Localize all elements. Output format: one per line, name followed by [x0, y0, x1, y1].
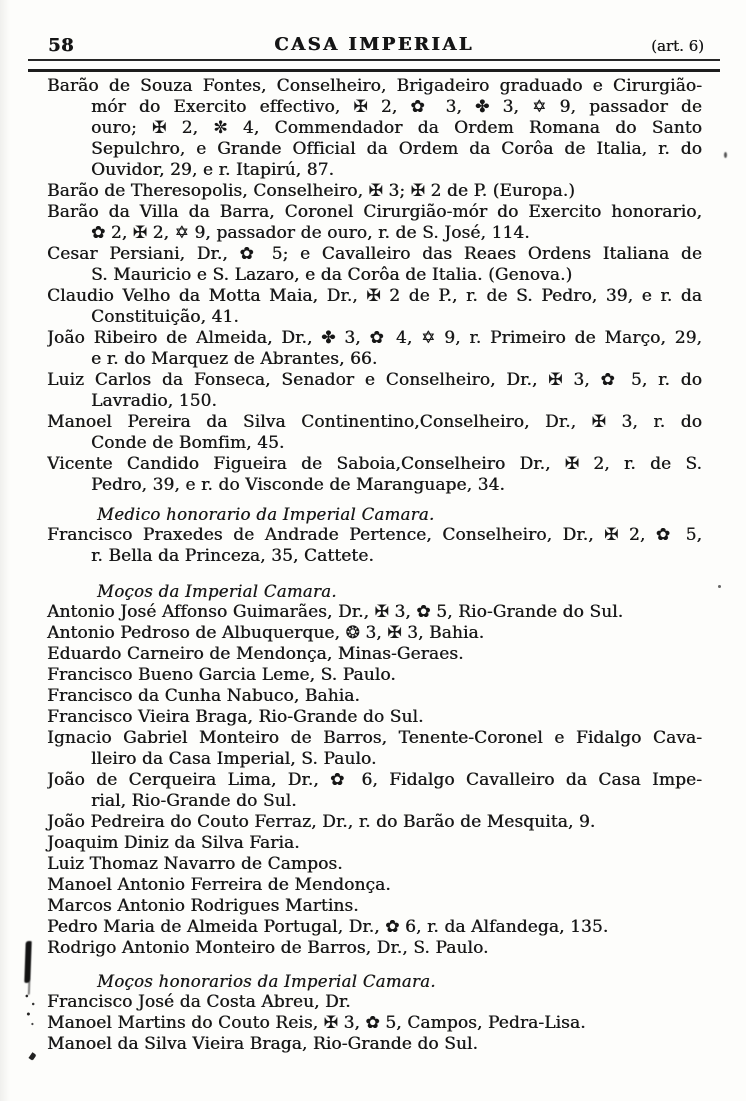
directory-entry [47, 896, 702, 917]
entry-line: Antonio Pedroso de Albuquerque, ❂ 3, ✠ 3, Bahia. [47, 623, 485, 643]
scan-speck-artifact [22, 992, 38, 1032]
entry-line: Cesar Persiani, Dr., ✿ 5; e Cavalleiro das Reaes Ordens Italiana de [47, 244, 702, 264]
directory-entry [47, 854, 702, 875]
directory-entry [47, 181, 702, 202]
directory-entry [47, 454, 702, 496]
entry-line: João Pedreira do Couto Ferraz, Dr., r. do Barão de Mesquita, 9. [47, 812, 596, 832]
directory-entry [47, 370, 702, 412]
directory-entry [47, 728, 702, 770]
text-column [47, 76, 702, 1055]
entry-line: Eduardo Carneiro de Mendonça, Minas-Geraes. [47, 644, 464, 664]
directory-entry [47, 665, 702, 686]
entry-line: Barão de Souza Fontes, Conselheiro, Brigadeiro graduado e Cirurgião- [47, 76, 702, 96]
directory-entry [47, 623, 702, 644]
entry-line: Conde de Bomfim, 45. [91, 433, 285, 453]
directory-entry [47, 812, 702, 833]
entry-line: Constituição, 41. [91, 307, 239, 327]
directory-entry [47, 992, 702, 1013]
entry-line: Joaquim Diniz da Silva Faria. [47, 833, 300, 853]
directory-entry [47, 244, 702, 286]
directory-entry [47, 602, 702, 623]
section-heading: Moços da Imperial Camara. [97, 582, 337, 601]
header-rule [28, 59, 720, 72]
page-edge-shadow [0, 0, 10, 1101]
directory-entry [47, 286, 702, 328]
entry-line: Rodrigo Antonio Monteiro de Barros, Dr., S. Paulo. [47, 938, 489, 958]
entry-line: Ignacio Gabriel Monteiro de Barros, Tenente-Coronel e Fidalgo Cava- [47, 728, 702, 748]
entry-line: Luiz Carlos da Fonseca, Senador e Conselheiro, Dr., ✠ 3, ✿ 5, r. do [47, 370, 702, 390]
entry-line: Francisco José da Costa Abreu, Dr. [47, 992, 351, 1012]
section-heading: Moços honorarios da Imperial Camara. [97, 972, 436, 991]
directory-entry [47, 833, 702, 854]
entry-line: Francisco Bueno Garcia Leme, S. Paulo. [47, 665, 396, 685]
directory-entry [47, 686, 702, 707]
entry-line: mór do Exercito effectivo, ✠ 2, ✿ 3, ✤ 3, ✡ 9, passador de [91, 97, 702, 117]
entry-line: João Ribeiro de Almeida, Dr., ✤ 3, ✿ 4, ✡ 9, r. Primeiro de Março, 29, [47, 328, 702, 348]
directory-entry [47, 770, 702, 812]
directory-entry [47, 412, 702, 454]
entry-line: e r. do Marquez de Abrantes, 66. [91, 349, 378, 369]
entry-line: Francisco da Cunha Nabuco, Bahia. [47, 686, 360, 706]
entry-line: Barão de Theresopolis, Conselheiro, ✠ 3; ✠ 2 de P. (Europa.) [47, 181, 575, 201]
directory-entry [47, 707, 702, 728]
section-heading: Medico honorario da Imperial Camara. [97, 505, 435, 524]
entry-line: João de Cerqueira Lima, Dr., ✿ 6, Fidalgo Cavalleiro da Casa Impe- [47, 770, 702, 790]
directory-entry [47, 525, 702, 567]
entry-line: r. Bella da Princeza, 35, Cattete. [91, 546, 374, 566]
directory-entry [47, 328, 702, 370]
directory-entry [47, 917, 702, 938]
running-head [30, 33, 718, 57]
entry-line: Vicente Candido Figueira de Saboia,Conselheiro Dr., ✠ 2, r. de S. [47, 454, 702, 474]
directory-entry [47, 644, 702, 665]
entry-line: Lavradio, 150. [91, 391, 217, 411]
scan-speck-artifact [718, 585, 721, 588]
directory-entry [47, 1034, 702, 1055]
entry-line: rial, Rio-Grande do Sul. [91, 791, 297, 811]
entry-line: Antonio José Affonso Guimarães, Dr., ✠ 3, ✿ 5, Rio-Grande do Sul. [47, 602, 624, 622]
entry-line: Manoel Antonio Ferreira de Mendonça. [47, 875, 391, 895]
entry-line: Francisco Praxedes de Andrade Pertence, Conselheiro, Dr., ✠ 2, ✿ 5, [47, 525, 702, 545]
entry-line: Barão da Villa da Barra, Coronel Cirurgião-mór do Exercito honorario, [47, 202, 702, 222]
directory-entry [47, 1013, 702, 1034]
entry-line: ✿ 2, ✠ 2, ✡ 9, passador de ouro, r. de S. José, 114. [91, 223, 530, 243]
entry-line: Pedro, 39, e r. do Visconde de Maranguape, 34. [91, 475, 505, 495]
entry-line: S. Mauricio e S. Lazaro, e da Corôa de Italia. (Genova.) [91, 265, 573, 285]
entry-line: Manoel Pereira da Silva Continentino,Conselheiro, Dr., ✠ 3, r. do [47, 412, 702, 432]
article-reference: (art. 6) [651, 37, 704, 55]
directory-entry [47, 875, 702, 896]
entry-line: Marcos Antonio Rodrigues Martins. [47, 896, 359, 916]
page-number: 58 [48, 35, 75, 56]
entry-line: lleiro da Casa Imperial, S. Paulo. [91, 749, 377, 769]
entry-line: Ouvidor, 29, e r. Itapirú, 87. [91, 160, 335, 180]
ink-smudge-artifact [24, 941, 31, 983]
entry-line: Manoel Martins do Couto Reis, ✠ 3, ✿ 5, Campos, Pedra-Lisa. [47, 1013, 586, 1033]
scan-speck-artifact [724, 152, 727, 158]
entry-line: Sepulchro, e Grande Official da Ordem da Corôa de Italia, r. do [91, 139, 702, 159]
scan-speck-artifact [28, 1052, 36, 1061]
entry-line: Luiz Thomaz Navarro de Campos. [47, 854, 343, 874]
directory-entry [47, 202, 702, 244]
page-title: CASA IMPERIAL [274, 34, 474, 55]
directory-entry [47, 76, 702, 181]
entry-line: Manoel da Silva Vieira Braga, Rio-Grande do Sul. [47, 1034, 478, 1054]
directory-entry [47, 938, 702, 959]
entry-line: Claudio Velho da Motta Maia, Dr., ✠ 2 de P., r. de S. Pedro, 39, e r. da [47, 286, 702, 306]
entry-line: Pedro Maria de Almeida Portugal, Dr., ✿ 6, r. da Alfandega, 135. [47, 917, 609, 937]
entry-line: ouro; ✠ 2, ✼ 4, Commendador da Ordem Romana do Santo [91, 118, 702, 138]
entry-line: Francisco Vieira Braga, Rio-Grande do Sul. [47, 707, 424, 727]
